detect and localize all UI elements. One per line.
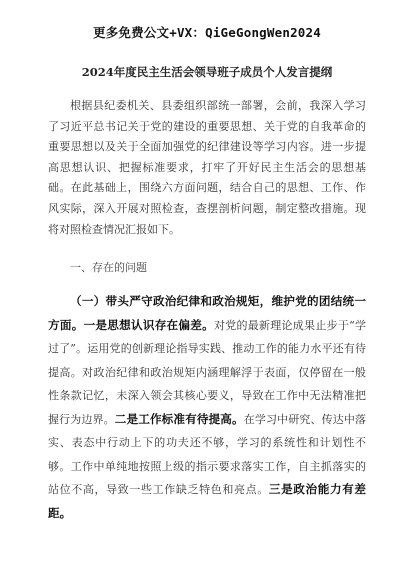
section1-text1: 对党的最新理论成果止步于“学过了”。运用党的创新理论指导实践、推动工作的能力水平还有待提高。对政治纪律和政治规矩内涵理解浮于表面，仅停留在一般性条款记忆，未深入领会其核心要义，导致在工作中无法精准把握行为边界。	[48, 318, 366, 426]
promo-banner: 更多免费公文+VX：QiGeGongWen2024	[93, 25, 321, 40]
section1-text2: 在学习中研究、传达中落实、表态中行动上下的功夫还不够，学习的系统性和计划性不够。工作中单纯地按照上级的指示要求落实工作，自主抓落实的站位不高，导致一些工作缺乏特色和亮点。	[48, 412, 367, 497]
section1-bold2: 二是工作标准有待提高。	[114, 411, 244, 426]
intro-paragraph: 根据县纪委机关、县委组织部统一部署，会前，我深入学习了习近平总书记关于党的建设的重要思想、关于党的自我革命的重要思想以及关于全面加强党的纪律建设等学习内容。进一步提高思想认识、把握标准要求，打牢了开好民主生活会的思想基础。在此基础上，围绕六方面问题，结合自己的思想、工作、作风实际，深入开展对照检查，查摆剖析问题，制定整改措施。现将对照检查情况汇报如下。	[48, 99, 366, 236]
document-title: 2024年度民主生活会领导班子成员个人发言提纲	[81, 65, 333, 79]
section1-bold3: 三是政治能力有差距。	[48, 482, 366, 520]
section-heading: 一、存在的问题	[70, 261, 147, 275]
section1-lead-bold: （一）带头严守政治纪律和政治规矩，维护党的团结统一方面。一是思想认识存在偏差。	[48, 294, 366, 332]
section1-paragraph	[48, 290, 366, 525]
